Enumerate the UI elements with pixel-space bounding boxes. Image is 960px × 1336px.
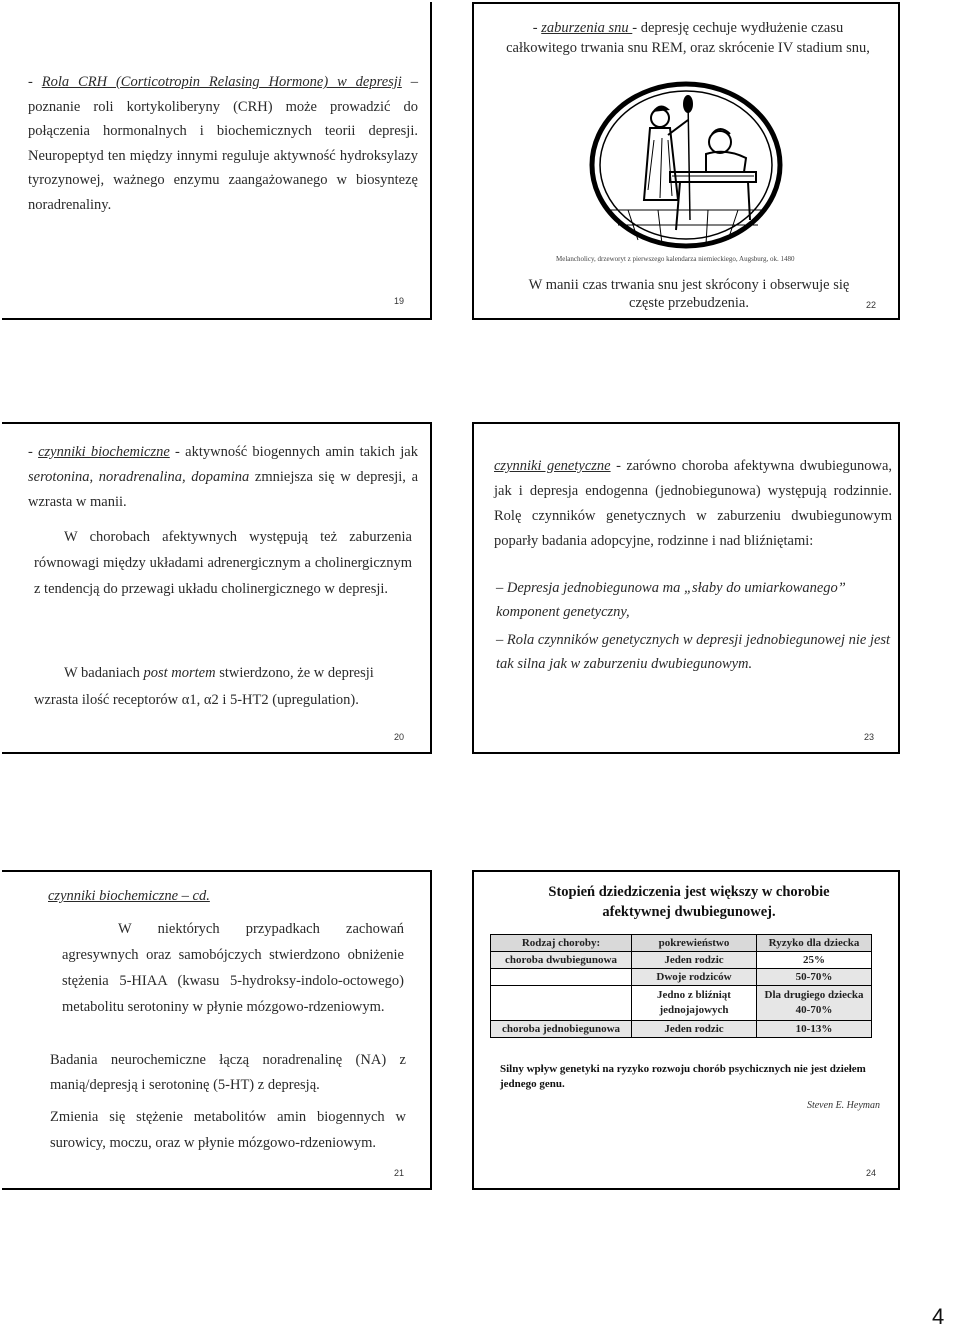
slide-21-heading: czynniki biochemiczne – cd. [48,888,210,904]
slide-20 [2,422,432,754]
table-row: Dwoje rodziców 50-70% [491,969,872,986]
slide-24-note: Silny wpływ genetyki na ryzyko rozwoju chorób psychicznych nie jest dziełem jednego genu. [500,1063,866,1090]
bullet-1: – Depresja jednobiegunowa ma „słaby do umiarkowanego” komponent genetyczny, [496,580,846,620]
header-cell: Rodzaj choroby: [491,935,632,952]
table-header-row [491,935,872,952]
dash-icon: – [496,632,504,648]
slide-24-title: Stopień dziedziczenia jest większy w chorobie afektywnej dwubiegunowej. [548,884,830,920]
slide-19 [2,2,432,320]
slide-21 [2,870,432,1190]
crh-role-term: Rola CRH (Corticotropin Relasing Hormone) w depresji [41,74,402,90]
slide-22-intro: - zaburzenia snu - depresję cechuje wydłużenie czasu całkowitego trwania snu REM, oraz skrócenie IV stadium snu, [506,20,870,56]
melancholy-woodcut-image [588,80,784,250]
table-row: choroba jednobiegunowa Jeden rodzic 10-13% [491,1021,872,1038]
heritability-table [490,934,872,1038]
header-cell: pokrewieństwo [632,935,757,952]
slide-number: 19 [394,296,405,306]
slide-20-para-2: W chorobach afektywnych występują też zaburzenia równowagi między układami adrenergicznym a cholinergicznym z tendencją do przewagi układu cholinergicznego w depresji. [34,529,412,597]
slide-24 [472,870,900,1190]
slide-number: 21 [394,1168,405,1178]
genetic-factors-term: czynniki genetyczne [494,458,611,474]
slide-20-para-1: - czynniki biochemiczne - aktywność biogennych amin takich jak serotonina, noradrenalina, dopamina zmniejsza się w depresji, a wzrasta w manii. [28,444,419,510]
slide-number: 23 [864,732,875,742]
bullet-2: – Rola czynników genetycznych w depresji jednobiegunowej nie jest tak silna jak w zaburzeniu dwubiegunowym. [496,632,891,672]
woodcut-caption: Melancholicy, drzeworyt z pierwszego kalendarza niemieckiego, Augsburg, ok. 1480 [556,255,795,263]
slide-21-para-3: Zmienia się stężenie metabolitów amin biogennych w surowicy, moczu, oraz w płynie mózgowo-rdzeniowym. [50,1109,406,1151]
slide-22 [472,2,900,320]
page-number: 4 [932,1304,945,1329]
slide-23-text: czynniki genetyczne - zarówno choroba afektywna dwubiegunowa, jak i depresja endogenna (jednobiegunowa) występują rodzinnie. Rolę czynników genetycznych w zaburzeniu dwubiegunowym poparły badania adopcyjne, rodzinne i nad bliźniętami: [494,458,893,549]
slide-number: 22 [866,300,877,310]
header-cell: Ryzyko dla dziecka [757,935,872,952]
slide-number: 24 [866,1168,877,1178]
slide-number: 20 [394,732,405,742]
slide-24-author: Steven E. Heyman [806,1100,880,1111]
slide-19-text: - Rola CRH (Corticotropin Relasing Hormone) w depresji – poznanie roli kortykoliberyny (CRH) może prowadzić do połączenia hormonalnych i biochemicznych teorii depresji. Neuropeptyd ten między innymi reguluje aktywność hydroksylazy tyrozynowej, ważnego enzymu zaangażowanego w biosyntezę noradrenaliny. [28,74,419,213]
table-row: choroba dwubiegunowa Jeden rodzic 25% [491,952,872,969]
table-row: Jedno z bliźniąt jednojajowych Dla drugiego dziecka 40-70% [491,986,872,1021]
slide-21-para-1: W niektórych przypadkach zachowań agresywnych oraz samobójczych stwierdzono obniżenie stężenia 5-HIAA (kwasu 5-hydroksy-indolo-octowego) metabolitu serotoniny w płynie mózgowo-rdzeniowym. [62,921,404,1015]
biochemical-factors-term: czynniki biochemiczne [38,444,170,460]
slide-20-para-3: W badaniach post mortem stwierdzono, że w depresji [64,665,374,681]
slide-20-para-3-line-2: wzrasta ilość receptorów α1, α2 i 5-HT2 (upregulation). [34,692,359,708]
slide-23 [472,422,900,754]
slide-21-para-2: Badania neurochemiczne łączą noradrenalinę (NA) z manią/depresją i serotoninę (5-HT) z depresją. [50,1052,406,1093]
sleep-disorders-term: zaburzenia snu [541,20,633,36]
slide-22-bottom-text: W manii czas trwania snu jest skrócony i obserwuje się częste przebudzenia. [528,277,850,311]
dash-icon: – [496,580,504,596]
